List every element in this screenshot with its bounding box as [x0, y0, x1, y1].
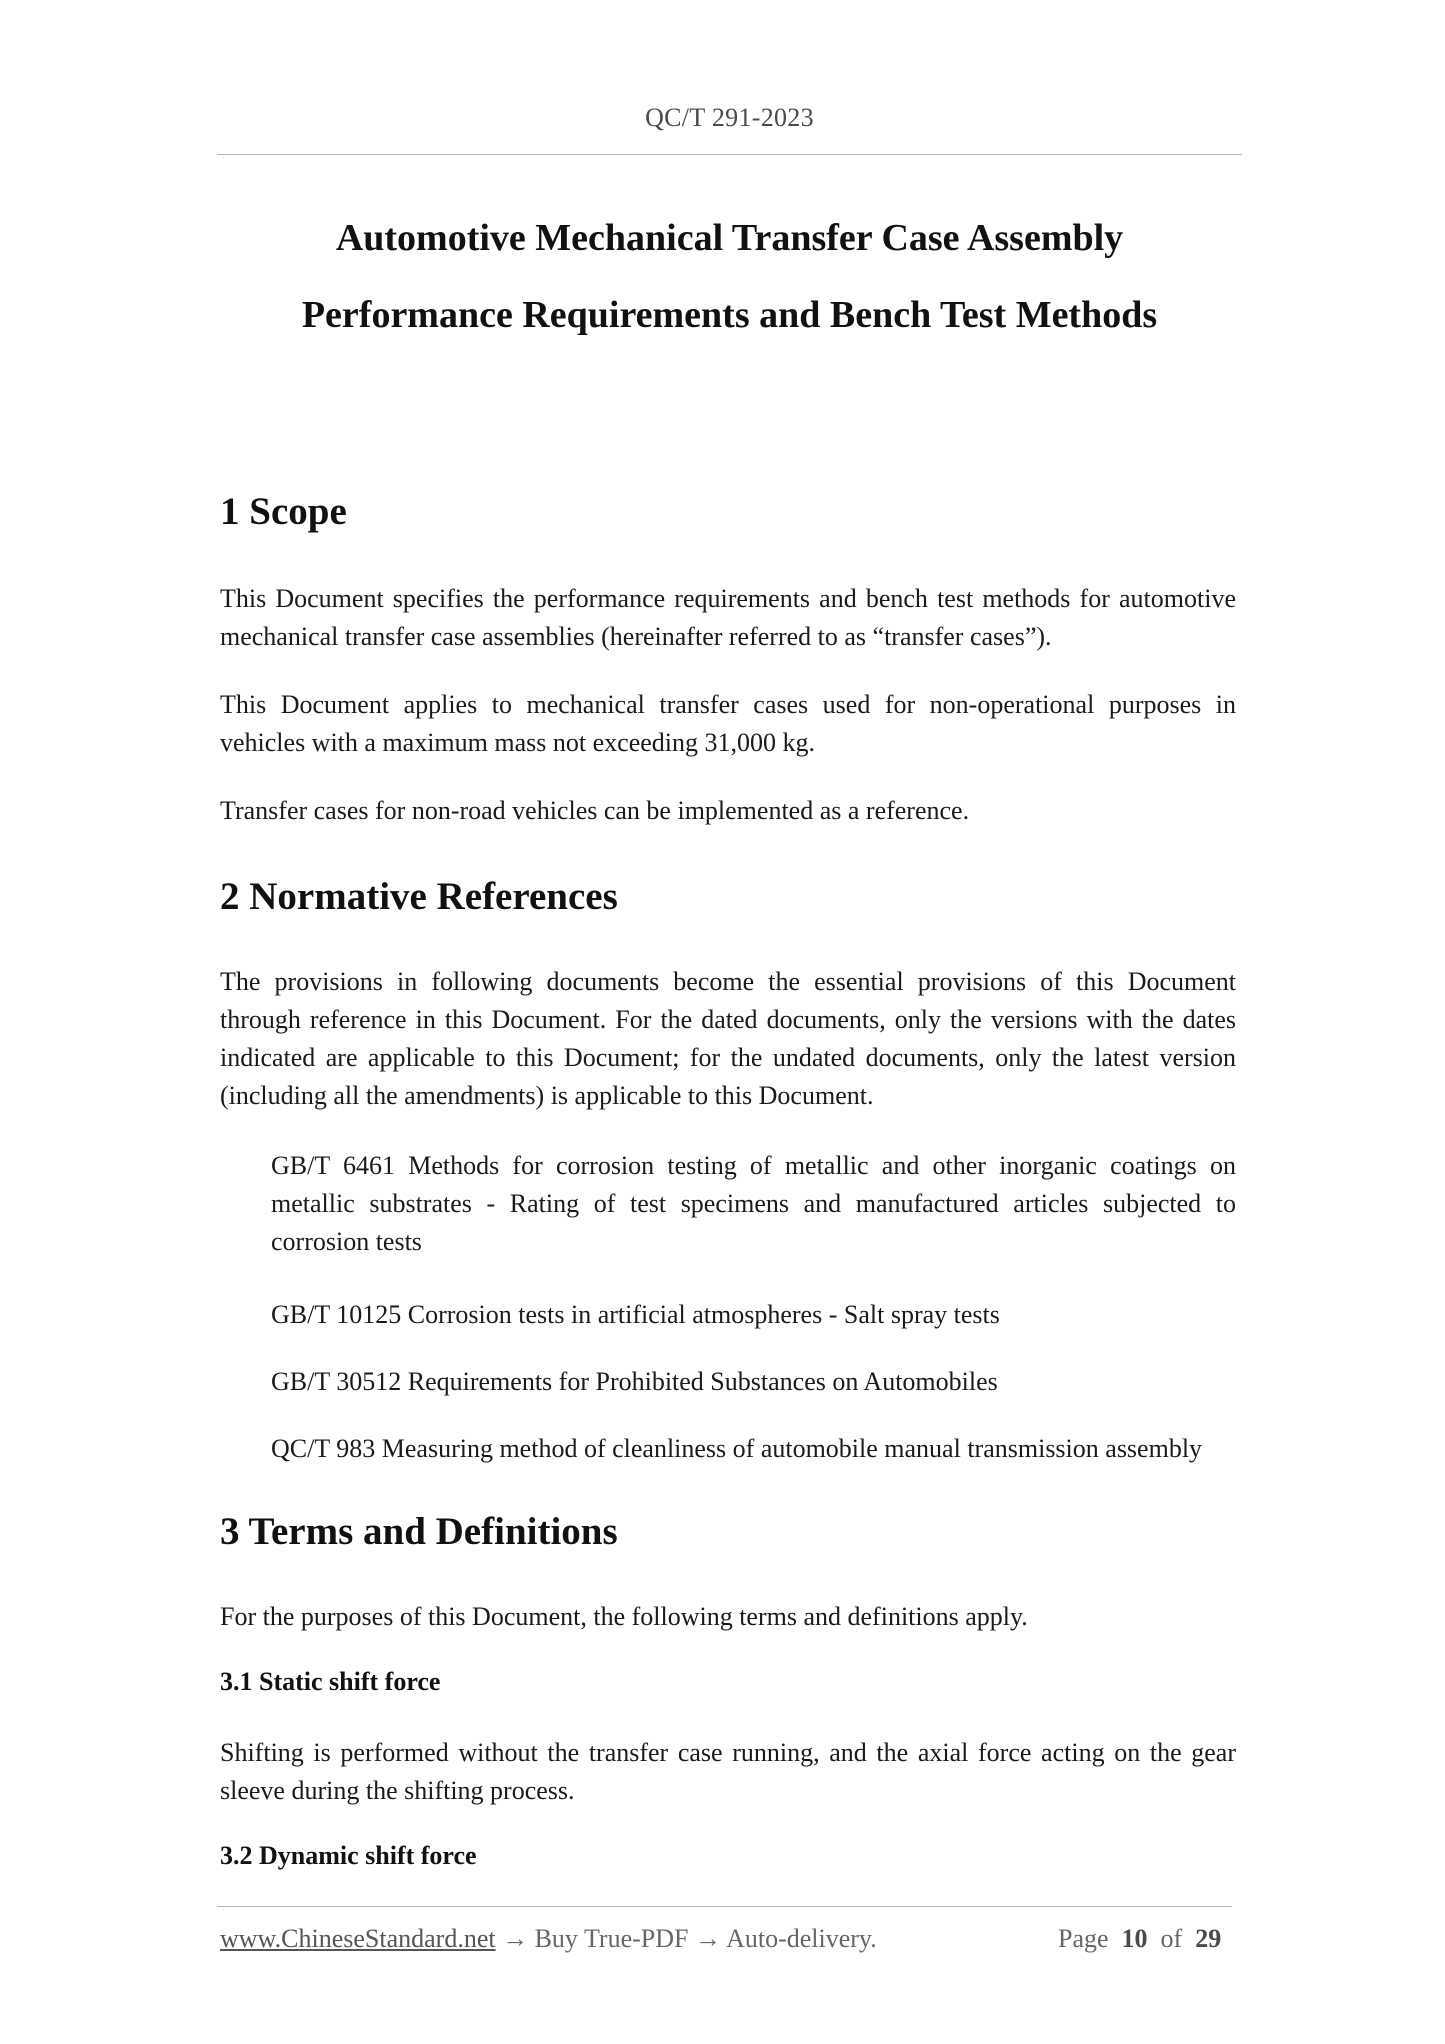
document-title-line-1: Automotive Mechanical Transfer Case Assembly	[335, 217, 1124, 259]
reference-item-gbt-30512: GB/T 30512 Requirements for Prohibited Substances on Automobiles	[271, 1367, 998, 1396]
auto-delivery-text: Auto-delivery.	[726, 1924, 877, 1953]
section-heading-scope: 1 Scope	[220, 490, 347, 533]
scope-paragraph-1: This Document specifies the performance requirements and bench test methods for automotive mechanical transfer case assemblies (hereinafter referred to as “transfer cases”).	[220, 584, 1236, 651]
arrow-right-icon: →	[502, 1924, 529, 1953]
section-heading-terms-definitions: 3 Terms and Definitions	[220, 1510, 618, 1553]
footer-divider	[217, 1906, 1232, 1907]
scope-paragraph-3: Transfer cases for non-road vehicles can be implemented as a reference.	[220, 796, 970, 825]
total-pages-number: 29	[1195, 1924, 1222, 1953]
buy-pdf-text: Buy True-PDF	[534, 1924, 689, 1953]
reference-item-gbt-6461: GB/T 6461 Methods for corrosion testing of metallic and other inorganic coatings on metallic substrates - Rating of test specimens and manufactured articles subjected to corrosion tests	[271, 1151, 1236, 1256]
running-header: QC/T 291-2023	[645, 103, 814, 132]
term-heading-static-shift-force: 3.1 Static shift force	[220, 1667, 441, 1696]
current-page-number: 10	[1121, 1924, 1148, 1953]
arrow-right-icon: →	[695, 1924, 721, 1953]
normative-references-intro: The provisions in following documents become the essential provisions of this Document through reference in this Document. For the dated documents, only the versions with the dates indicated are applicable to this Document; for the undated documents, only the latest version (including all the amendments) is applicable to this Document.	[220, 967, 1236, 1110]
reference-item-qct-983: QC/T 983 Measuring method of cleanliness of automobile manual transmission assembly	[271, 1434, 1203, 1463]
website-link[interactable]: www.ChineseStandard.net	[220, 1924, 496, 1953]
term-definition-static-shift-force: Shifting is performed without the transfer case running, and the axial force acting on the gear sleeve during the shifting process.	[220, 1738, 1236, 1805]
scope-paragraph-2: This Document applies to mechanical transfer cases used for non-operational purposes in vehicles with a maximum mass not exceeding 31,000 kg.	[220, 690, 1236, 757]
terms-intro: For the purposes of this Document, the following terms and definitions apply.	[220, 1602, 1028, 1631]
footer-promo	[220, 1924, 877, 1954]
page-number	[1058, 1924, 1221, 1954]
header-divider	[217, 154, 1242, 155]
page-label: Page	[1058, 1924, 1109, 1953]
of-label: of	[1160, 1924, 1183, 1953]
document-title-line-2: Performance Requirements and Bench Test Methods	[301, 294, 1158, 336]
section-heading-normative-references: 2 Normative References	[220, 875, 618, 918]
term-heading-dynamic-shift-force: 3.2 Dynamic shift force	[220, 1841, 477, 1870]
reference-item-gbt-10125: GB/T 10125 Corrosion tests in artificial atmospheres - Salt spray tests	[271, 1300, 1000, 1329]
